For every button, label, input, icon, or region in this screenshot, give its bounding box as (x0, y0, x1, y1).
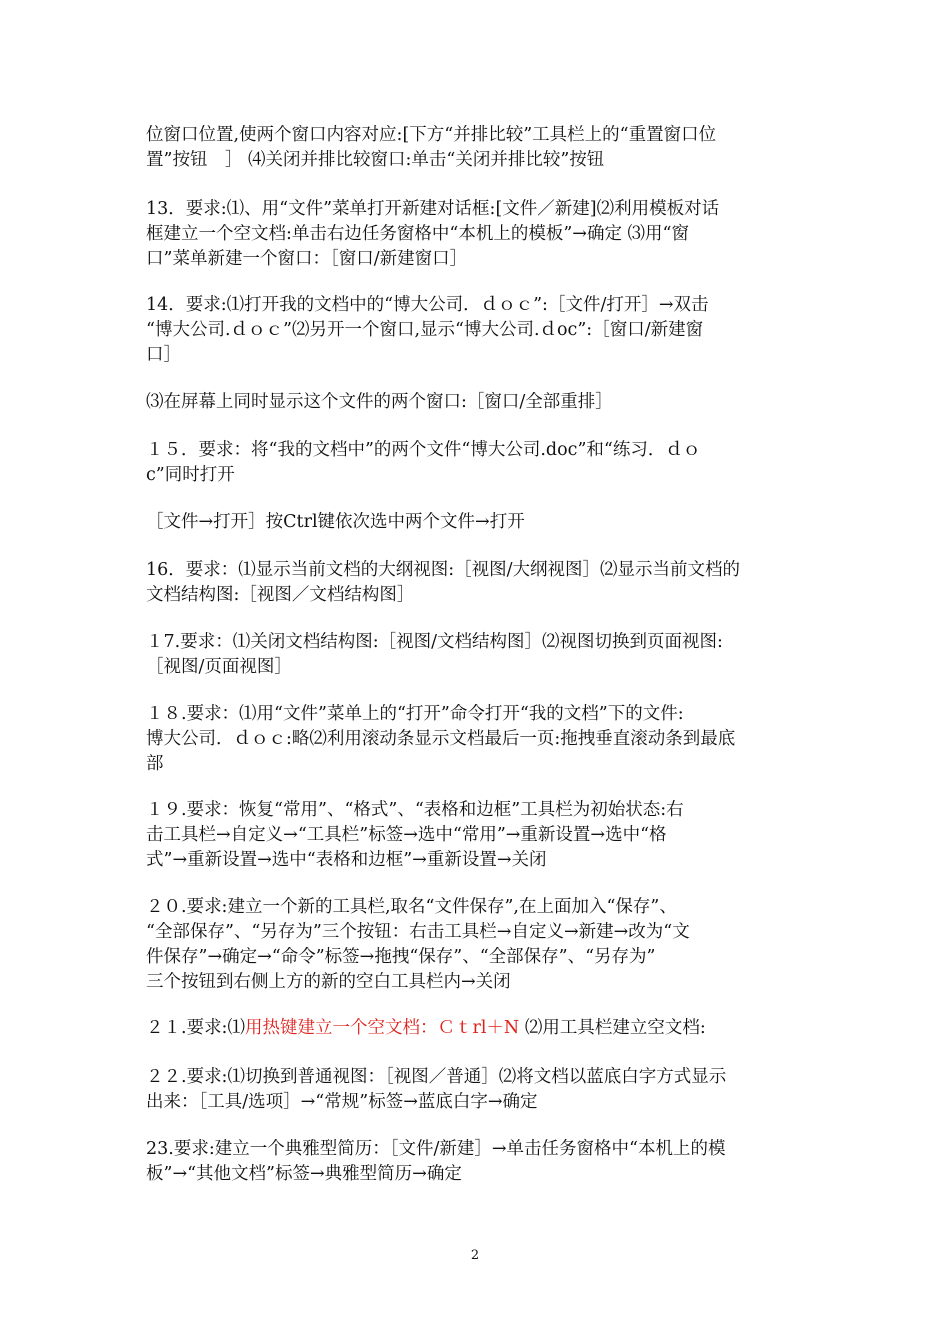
paragraph-item-14 (146, 293, 806, 368)
paragraph-window-compare (146, 123, 806, 173)
text-line: 14．要求:⑴打开我的文档中的“博大公司．ｄｏｃ”:［文件/打开］→双击 (146, 295, 709, 315)
text-line: １５．要求：将“我的文档中”的两个文件“博大公司.doc”和“练习．ｄｏ (146, 440, 701, 460)
paragraph-item-23 (146, 1137, 806, 1187)
text-line: 23.要求:建立一个典雅型简历：［文件/新建］→单击任务窗格中“本机上的模 (146, 1139, 726, 1159)
text-line: 出来：［工具/选项］→“常规”标签→蓝底白字→确定 (146, 1092, 538, 1112)
text-line: 部 (146, 754, 164, 774)
paragraph-item-22 (146, 1065, 806, 1115)
text-line: 文档结构图:［视图／文档结构图］ (146, 585, 415, 605)
text-line: 13．要求:⑴、用“文件”菜单打开新建对话框:[文件／新建]⑵利用模板对话 (146, 199, 720, 219)
text-line: 框建立一个空文档:单击右边任务窗格中“本机上的模板”→确定 ⑶用“窗 (146, 224, 689, 244)
text-line: ⑶在屏幕上同时显示这个文件的两个窗口:［窗口/全部重排］ (146, 392, 613, 412)
text-line: “全部保存”、“另存为”三个按钮：右击工具栏→自定义→新建→改为“文 (146, 922, 690, 942)
paragraph-item-19 (146, 798, 806, 873)
paragraph-item-18 (146, 702, 806, 777)
item-21-suffix: ⑵用工具栏建立空文档: (524, 1018, 706, 1038)
text-line: ［文件→打开］按Ctrl键依次选中两个文件→打开 (146, 512, 525, 532)
text-line: 式”→重新设置→选中“表格和边框”→重新设置→关闭 (146, 850, 547, 870)
text-line: 击工具栏→自定义→“工具栏”标签→选中“常用”→重新设置→选中“格 (146, 825, 667, 845)
text-line: 置”按钮 ］ ⑷关闭并排比较窗口:单击“关闭并排比较”按钮 (146, 150, 605, 170)
item-21-highlight: 用热键建立一个空文档：Ｃｔrl＋N (244, 1018, 520, 1038)
paragraph-item-20 (146, 895, 806, 995)
text-line: ２０.要求:建立一个新的工具栏,取名“文件保存”,在上面加入“保存”、 (146, 897, 677, 917)
text-line: 三个按钮到右侧上方的新的空白工具栏内→关闭 (146, 972, 511, 992)
text-line: “博大公司.ｄｏｃ”⑵另开一个窗口,显示“博大公司.ｄoc”:［窗口/新建窗 (146, 320, 704, 340)
text-line: １7.要求：⑴关闭文档结构图:［视图/文档结构图］⑵视图切换到页面视图: (146, 632, 723, 652)
paragraph-item-17 (146, 630, 806, 680)
paragraph-item-15-answer (146, 510, 806, 535)
paragraph-item-13 (146, 197, 806, 272)
text-line: 16．要求：⑴显示当前文档的大纲视图:［视图/大纲视图］⑵显示当前文档的 (146, 560, 741, 580)
text-line: 博大公司．ｄｏｃ:略⑵利用滚动条显示文档最后一页:拖拽垂直滚动条到最底 (146, 729, 736, 749)
text-line: ２２.要求:⑴切换到普通视图：［视图／普通］⑵将文档以蓝底白字方式显示 (146, 1067, 727, 1087)
paragraph-item-21 (146, 1016, 806, 1041)
text-line: ［视图/页面视图］ (146, 657, 292, 677)
text-line: 板”→“其他文档”标签→典雅型简历→确定 (146, 1164, 462, 1184)
text-line: 件保存”→确定→“命令”标签→拖拽“保存”、“全部保存”、“另存为” (146, 947, 656, 967)
text-line: 位窗口位置,使两个窗口内容对应:[下方“并排比较”工具栏上的“重置窗口位 (146, 125, 717, 145)
item-21-prefix: ２１.要求:⑴ (146, 1018, 245, 1038)
paragraph-item-16 (146, 558, 806, 608)
paragraph-item-15 (146, 438, 806, 488)
text-line: 口”菜单新建一个窗口：［窗口/新建窗口］ (146, 249, 468, 269)
paragraph-item-14-step3 (146, 390, 806, 415)
page-number: 2 (470, 1248, 480, 1263)
text-line (146, 1016, 806, 1041)
text-line: １９.要求：恢复“常用”、“格式”、“表格和边框”工具栏为初始状态:右 (146, 800, 684, 820)
text-line: c”同时打开 (146, 465, 235, 485)
text-line: １８.要求：⑴用“文件”菜单上的“打开”命令打开“我的文档”下的文件: (146, 704, 684, 724)
text-line: 口］ (146, 345, 181, 365)
